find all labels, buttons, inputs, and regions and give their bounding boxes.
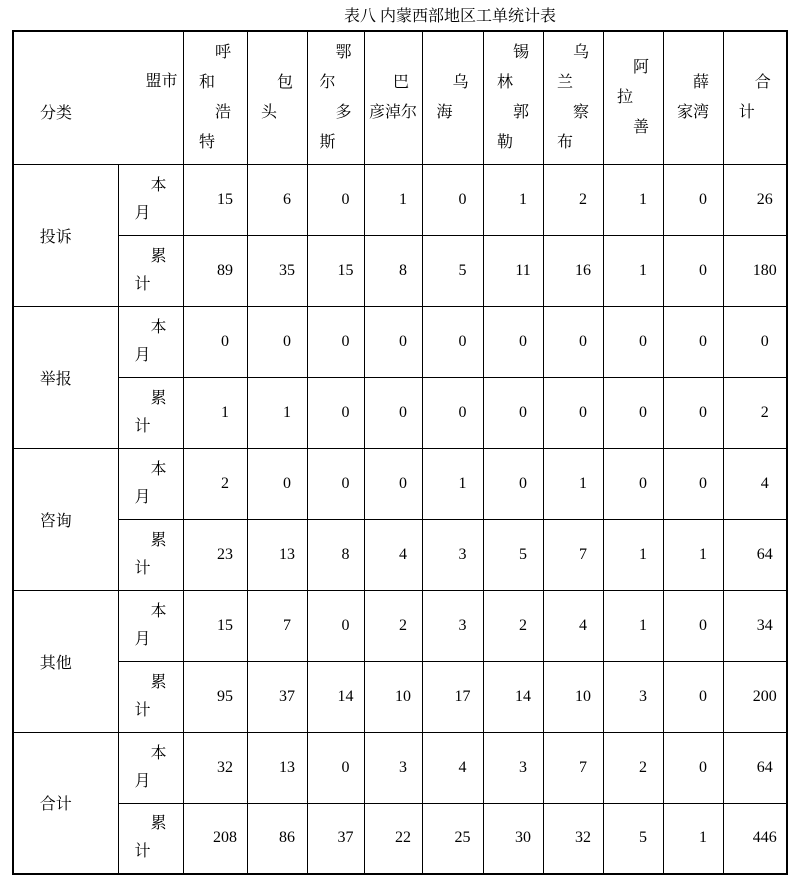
- period-label-line: 本: [150, 176, 167, 194]
- value-cell: 0: [483, 306, 543, 377]
- column-header-line: 彦淖尔: [369, 103, 418, 121]
- value-cell: 37: [247, 661, 307, 732]
- value-cell: 0: [422, 164, 483, 235]
- value-cell: 2: [603, 732, 663, 803]
- value-cell: 0: [663, 306, 723, 377]
- column-header-line: 特: [199, 133, 216, 151]
- value-cell: 1: [422, 448, 483, 519]
- table-row: [13, 803, 787, 874]
- value-cell: 4: [723, 448, 787, 519]
- period-cell: [118, 235, 183, 306]
- column-header-7: [603, 31, 663, 164]
- value-cell: 89: [183, 235, 247, 306]
- value-cell: 23: [183, 519, 247, 590]
- period-label-line: 计: [134, 275, 151, 293]
- value-cell: 0: [483, 377, 543, 448]
- value-cell: 86: [247, 803, 307, 874]
- column-header-line: 拉: [617, 88, 634, 106]
- period-cell: [118, 377, 183, 448]
- column-header-6: [543, 31, 603, 164]
- column-header-line: 尔: [319, 73, 336, 91]
- value-cell: 34: [723, 590, 787, 661]
- table-row: [13, 235, 787, 306]
- column-header-line: 勒: [497, 133, 514, 151]
- value-cell: 446: [723, 803, 787, 874]
- value-cell: 35: [247, 235, 307, 306]
- value-cell: 0: [543, 306, 603, 377]
- category-cell: 投诉: [13, 164, 118, 306]
- value-cell: 7: [543, 519, 603, 590]
- value-cell: 0: [663, 732, 723, 803]
- value-cell: 0: [723, 306, 787, 377]
- value-cell: 1: [663, 803, 723, 874]
- period-cell: [118, 803, 183, 874]
- column-header-8: [663, 31, 723, 164]
- value-cell: 0: [307, 377, 364, 448]
- value-cell: 11: [483, 235, 543, 306]
- value-cell: 5: [422, 235, 483, 306]
- corner-label-league-city: 盟市: [145, 72, 178, 90]
- value-cell: 0: [663, 590, 723, 661]
- value-cell: 0: [483, 448, 543, 519]
- value-cell: 0: [603, 377, 663, 448]
- period-label-line: 本: [150, 744, 167, 762]
- period-cell: [118, 306, 183, 377]
- column-header-5: [483, 31, 543, 164]
- value-cell: 25: [422, 803, 483, 874]
- value-cell: 0: [364, 448, 422, 519]
- column-header-line: 兰: [557, 73, 574, 91]
- period-cell: [118, 164, 183, 235]
- value-cell: 3: [422, 590, 483, 661]
- value-cell: 0: [307, 306, 364, 377]
- table-row: [13, 306, 787, 377]
- value-cell: 1: [247, 377, 307, 448]
- column-header-line: 包: [277, 73, 294, 91]
- column-header-line: 林: [497, 73, 514, 91]
- column-header-line: 和: [199, 73, 216, 91]
- value-cell: 30: [483, 803, 543, 874]
- table-row: [13, 519, 787, 590]
- value-cell: 64: [723, 519, 787, 590]
- column-header-line: 多: [335, 103, 352, 121]
- period-cell: [118, 661, 183, 732]
- value-cell: 10: [543, 661, 603, 732]
- value-cell: 0: [307, 590, 364, 661]
- value-cell: 0: [663, 448, 723, 519]
- value-cell: 15: [307, 235, 364, 306]
- value-cell: 16: [543, 235, 603, 306]
- value-cell: 13: [247, 519, 307, 590]
- value-cell: 95: [183, 661, 247, 732]
- column-header-4: [422, 31, 483, 164]
- value-cell: 1: [663, 519, 723, 590]
- period-label-line: 本: [150, 460, 167, 478]
- period-label-line: 月: [134, 488, 151, 506]
- value-cell: 0: [543, 377, 603, 448]
- value-cell: 2: [483, 590, 543, 661]
- column-header-line: 阿: [633, 58, 650, 76]
- column-header-line: 乌: [452, 73, 469, 91]
- corner-cell: [13, 31, 183, 164]
- column-header-line: 巴: [393, 73, 410, 91]
- period-cell: [118, 732, 183, 803]
- period-label-line: 累: [150, 815, 167, 833]
- value-cell: 3: [603, 661, 663, 732]
- column-header-line: 头: [261, 103, 278, 121]
- value-cell: 17: [422, 661, 483, 732]
- table-row: [13, 732, 787, 803]
- column-header-line: 善: [633, 118, 650, 136]
- value-cell: 0: [422, 377, 483, 448]
- value-cell: 0: [307, 448, 364, 519]
- column-header-line: 斯: [319, 133, 336, 151]
- period-label-line: 累: [150, 673, 167, 691]
- value-cell: 0: [663, 164, 723, 235]
- column-header-line: 薛: [693, 73, 710, 91]
- value-cell: 2: [364, 590, 422, 661]
- column-header-line: 呼: [215, 43, 232, 61]
- value-cell: 4: [543, 590, 603, 661]
- value-cell: 2: [183, 448, 247, 519]
- value-cell: 3: [364, 732, 422, 803]
- category-cell: 合计: [13, 732, 118, 874]
- period-cell: [118, 590, 183, 661]
- value-cell: 8: [364, 235, 422, 306]
- value-cell: 22: [364, 803, 422, 874]
- value-cell: 4: [422, 732, 483, 803]
- column-header-line: 郭: [513, 103, 530, 121]
- period-cell: [118, 519, 183, 590]
- period-label-line: 月: [134, 204, 151, 222]
- value-cell: 208: [183, 803, 247, 874]
- corner-label-category: 分类: [40, 104, 73, 122]
- category-cell: 咨询: [13, 448, 118, 590]
- table-row: [13, 164, 787, 235]
- value-cell: 5: [483, 519, 543, 590]
- value-cell: 1: [183, 377, 247, 448]
- column-header-line: 乌: [573, 43, 590, 61]
- value-cell: 0: [183, 306, 247, 377]
- value-cell: 0: [663, 235, 723, 306]
- value-cell: 37: [307, 803, 364, 874]
- column-header-line: 察: [573, 103, 590, 121]
- value-cell: 26: [723, 164, 787, 235]
- period-label-line: 计: [134, 843, 151, 861]
- value-cell: 13: [247, 732, 307, 803]
- period-label-line: 本: [150, 602, 167, 620]
- period-label-line: 月: [134, 346, 151, 364]
- table-row: [13, 661, 787, 732]
- period-label-line: 累: [150, 247, 167, 265]
- value-cell: 0: [247, 448, 307, 519]
- value-cell: 0: [663, 377, 723, 448]
- period-label-line: 本: [150, 318, 167, 336]
- value-cell: 1: [543, 448, 603, 519]
- value-cell: 14: [483, 661, 543, 732]
- column-header-line: 浩: [215, 103, 232, 121]
- category-cell: 举报: [13, 306, 118, 448]
- value-cell: 200: [723, 661, 787, 732]
- value-cell: 1: [603, 235, 663, 306]
- column-header-line: 家湾: [677, 103, 710, 121]
- column-header-line: 海: [436, 103, 453, 121]
- value-cell: 4: [364, 519, 422, 590]
- column-header-3: [364, 31, 422, 164]
- period-label-line: 计: [134, 701, 151, 719]
- value-cell: 1: [603, 164, 663, 235]
- value-cell: 3: [422, 519, 483, 590]
- value-cell: 0: [247, 306, 307, 377]
- table-row: [13, 590, 787, 661]
- value-cell: 1: [603, 519, 663, 590]
- value-cell: 0: [364, 306, 422, 377]
- table-title: 表八 内蒙西部地区工单统计表: [343, 8, 556, 25]
- value-cell: 0: [307, 164, 364, 235]
- column-header-line: 合: [754, 73, 771, 91]
- value-cell: 2: [543, 164, 603, 235]
- period-label-line: 计: [134, 559, 151, 577]
- value-cell: 0: [364, 377, 422, 448]
- column-header-line: 计: [738, 103, 755, 121]
- period-cell: [118, 448, 183, 519]
- value-cell: 0: [603, 306, 663, 377]
- period-label-line: 月: [134, 772, 151, 790]
- value-cell: 6: [247, 164, 307, 235]
- value-cell: 1: [483, 164, 543, 235]
- category-cell: 其他: [13, 590, 118, 732]
- value-cell: 1: [603, 590, 663, 661]
- work-order-stats-table: [12, 30, 788, 875]
- value-cell: 10: [364, 661, 422, 732]
- column-header-0: [183, 31, 247, 164]
- value-cell: 8: [307, 519, 364, 590]
- period-label-line: 月: [134, 630, 151, 648]
- value-cell: 0: [307, 732, 364, 803]
- column-header-2: [307, 31, 364, 164]
- period-label-line: 累: [150, 389, 167, 407]
- value-cell: 0: [422, 306, 483, 377]
- value-cell: 2: [723, 377, 787, 448]
- value-cell: 7: [247, 590, 307, 661]
- value-cell: 15: [183, 164, 247, 235]
- value-cell: 7: [543, 732, 603, 803]
- column-header-line: 锡: [513, 43, 530, 61]
- value-cell: 1: [364, 164, 422, 235]
- value-cell: 15: [183, 590, 247, 661]
- value-cell: 3: [483, 732, 543, 803]
- period-label-line: 计: [134, 417, 151, 435]
- value-cell: 180: [723, 235, 787, 306]
- column-header-line: 鄂: [335, 43, 352, 61]
- value-cell: 32: [183, 732, 247, 803]
- column-header-1: [247, 31, 307, 164]
- value-cell: 14: [307, 661, 364, 732]
- table-row: [13, 448, 787, 519]
- value-cell: 64: [723, 732, 787, 803]
- column-header-line: 布: [557, 133, 574, 151]
- value-cell: 0: [663, 661, 723, 732]
- column-header-9: [723, 31, 787, 164]
- header-row: [13, 31, 787, 164]
- value-cell: 5: [603, 803, 663, 874]
- value-cell: 32: [543, 803, 603, 874]
- table-row: [13, 377, 787, 448]
- value-cell: 0: [603, 448, 663, 519]
- period-label-line: 累: [150, 531, 167, 549]
